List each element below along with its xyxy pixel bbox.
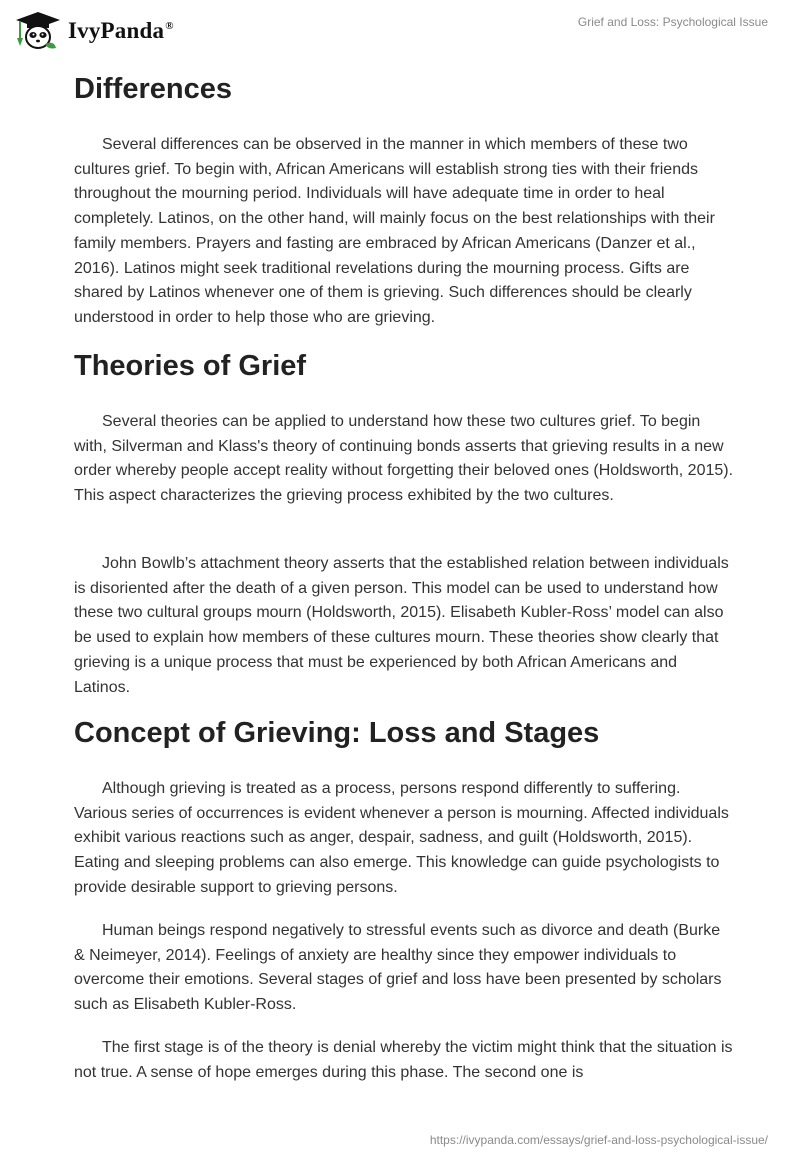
paragraph: The first stage is of the theory is denial whereby the victim might think that the situation is not true. A sense of hope emerges during this phase. The second one is [74,1039,733,1081]
page-header [0,0,800,60]
section-heading-theories: Theories of Grief [74,350,307,382]
logo-wordmark: IvyPanda® [68,18,174,43]
paragraph: Several theories can be applied to understand how these two cultures grief. To begin with, Silverman and Klass's theory of continuing bonds asserts that grieving results in a new order whereby people accept reality without forgetting their beloved ones (Holdsworth, 2015). This aspect characterizes the grieving process exhibited by the two cultures. [74,413,734,505]
section-heading-differences: Differences [74,73,232,105]
document-title: Grief and Loss: Psychological Issue [577,15,768,29]
paragraph: John Bowlb’s attachment theory asserts that the established relation between individuals is disoriented after the death of a given person. This model can be used to understand how these two cultural groups mourn (Holdsworth, 2015). Elisabeth Kubler-Ross’ model can also be used to explain how members of these cultures mourn. These theories show clearly that grieving is a unique process that must be experienced by both African Americans and Latinos. [74,555,729,696]
source-url[interactable]: https://ivypanda.com/essays/grief-and-loss-psychological-issue/ [429,1133,768,1147]
paragraph: Several differences can be observed in the manner in which members of these two cultures grief. To begin with, African Americans will establish strong ties with their friends throughout the mourning period. Individuals will have adequate time in order to heal completely. Latinos, on the other hand, will mainly focus on the best relationships with their family members. Prayers and fasting are embraced by African Americans (Danzer et al., 2016). Latinos might seek traditional revelations during the mourning process. Gifts are shared by Latinos whenever one of them is grieving. Such differences should be clearly understood in order to help those who are grieving. [74,136,715,326]
paragraph: Although grieving is treated as a process, persons respond differently to suffering. Various series of occurrences is evident whenever a person is mourning. Affected individuals exhibit various reactions such as anger, despair, sadness, and guilt (Holdsworth, 2015). Eating and sleeping problems can also emerge. This knowledge can guide psychologists to provide desirable support to grieving persons. [74,780,729,896]
panda-graduate-icon [14,10,62,52]
ivypanda-logo[interactable] [14,10,174,52]
section-heading-concept-of-grieving: Concept of Grieving: Loss and Stages [74,717,600,749]
paragraph: Human beings respond negatively to stressful events such as divorce and death (Burke & Neimeyer, 2014). Feelings of anxiety are healthy since they empower individuals to overcome their emotions. Several stages of grief and loss have been presented by scholars such as Elisabeth Kubler-Ross. [74,922,722,1014]
